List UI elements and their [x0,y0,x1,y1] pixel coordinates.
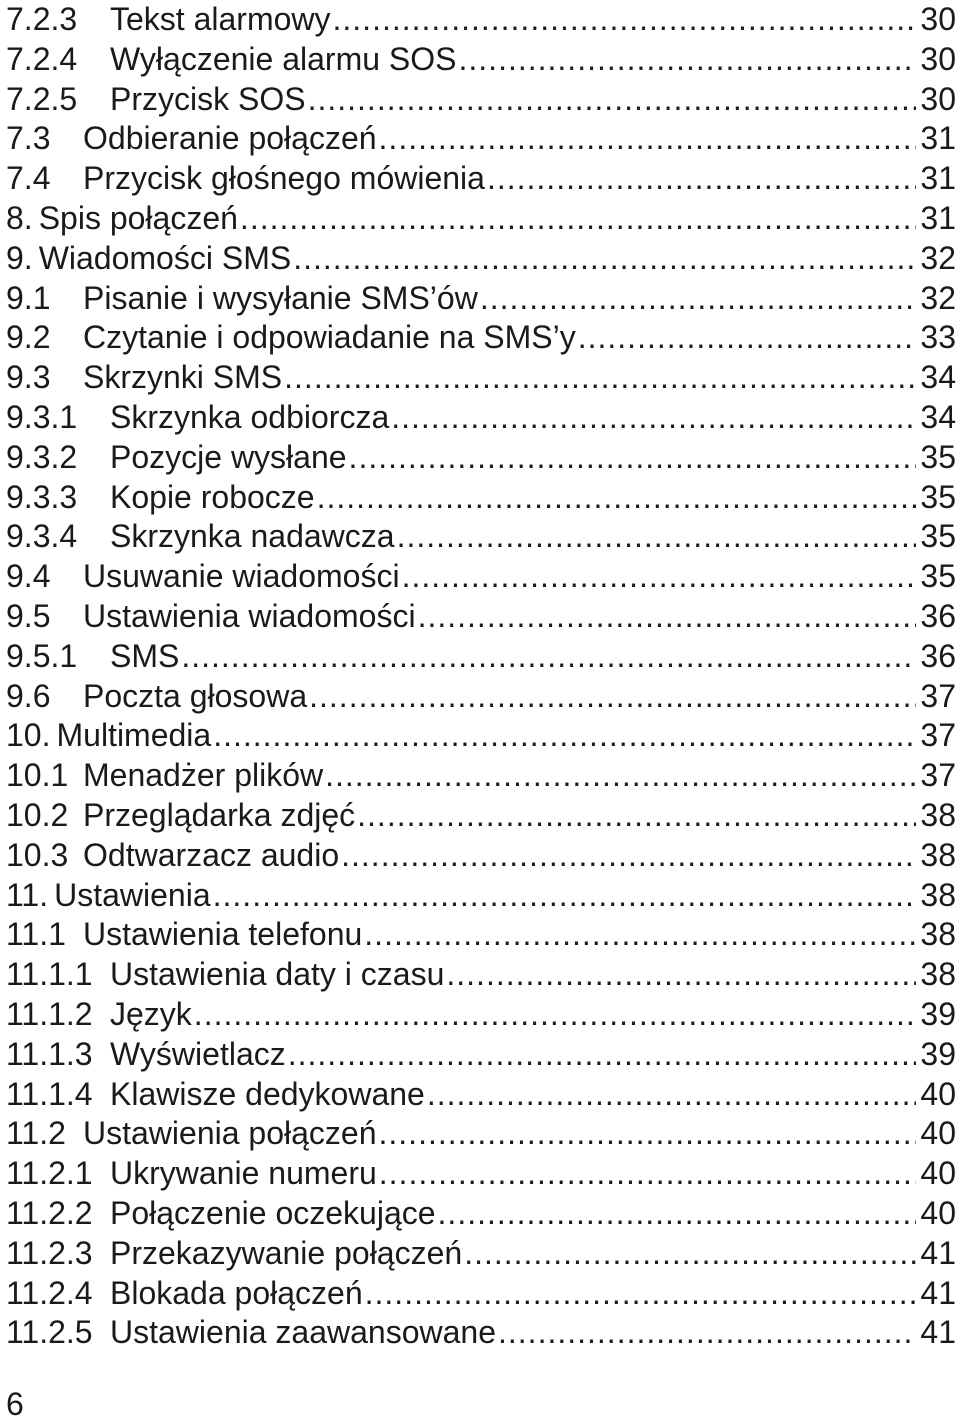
toc-entry-number: 10. [6,717,51,754]
toc-entry-title: Poczta głosowa [83,677,308,714]
toc-entry[interactable] [6,80,956,120]
toc-entry-page: 35 [920,438,956,475]
toc-entry[interactable] [6,995,956,1035]
toc-entry-number: 9.3.1 [6,398,78,435]
toc-entry-page: 30 [920,40,956,77]
toc-dot-leader [325,756,916,796]
toc-entry-page: 40 [920,1115,956,1152]
toc-entry-title: Skrzynki SMS [83,359,283,396]
toc-entry[interactable] [6,159,956,199]
toc-entry[interactable] [6,597,956,637]
toc-dot-leader [364,915,916,955]
toc-entry-title: Blokada połączeń [110,1274,363,1311]
toc-entry-page: 35 [920,478,956,515]
toc-entry-page: 33 [920,319,956,356]
toc-entry-page: 31 [920,199,956,236]
toc-entry-number: 9.2 [6,319,51,356]
toc-dot-leader [240,199,916,239]
toc-entry-page: 30 [920,80,956,117]
toc-entry-number: 7.2.3 [6,1,78,37]
toc-entry-page: 38 [920,916,956,953]
toc-entry-number: 9.6 [6,677,51,714]
toc-entry-number: 7.2.5 [6,80,78,117]
toc-entry-page: 31 [920,160,956,197]
toc-entry-title: Menadżer plików [83,757,324,794]
toc-dot-leader [487,159,916,199]
toc-dot-leader [317,478,917,518]
toc-entry-number: 11.1.2 [6,995,93,1032]
toc-entry-title: Ustawienia zaawansowane [110,1314,496,1351]
toc-entry-title: Multimedia [56,717,212,754]
toc-entry[interactable] [6,1234,956,1274]
toc-entry-page: 36 [920,637,956,674]
toc-entry-number: 9.3.4 [6,518,78,555]
toc-entry-title: Odtwarzacz audio [83,836,340,873]
toc-entry-title: Połączenie oczekujące [110,1194,436,1231]
toc-entry[interactable] [6,876,956,916]
toc-dot-leader [379,1154,917,1194]
toc-entry[interactable] [6,637,956,677]
toc-entry-page: 30 [920,1,956,37]
toc-entry-number: 10.3 [6,836,69,873]
toc-entry-number: 9.3.3 [6,478,78,515]
toc-entry-title: Przycisk głośnego mówienia [83,160,485,197]
toc-entry[interactable] [6,1075,956,1115]
toc-dot-leader [379,119,917,159]
toc-entry-number: 9. [6,239,33,276]
toc-entry-page: 41 [920,1234,956,1271]
toc-entry-title: Odbieranie połączeń [83,120,377,157]
toc-entry-page: 40 [920,1194,956,1231]
toc-dot-leader [288,1035,917,1075]
toc-dot-leader [446,955,916,995]
toc-entry-number: 9.5 [6,597,51,634]
toc-entry[interactable] [6,716,956,756]
toc-entry-page: 34 [920,359,956,396]
toc-entry-page: 38 [920,796,956,833]
toc-entry-title: Ustawienia wiadomości [83,597,416,634]
toc-dot-leader [194,995,917,1035]
toc-dot-leader [438,1194,917,1234]
toc-dot-leader [213,716,916,756]
toc-dot-leader [427,1075,917,1115]
toc-entry-page: 32 [920,239,956,276]
toc-dot-leader [309,677,916,717]
toc-entry-title: Ustawienia połączeń [83,1115,377,1152]
toc-entry[interactable] [6,438,956,478]
toc-entry-title: Wyłączenie alarmu SOS [110,40,457,77]
toc-entry-title: Czytanie i odpowiadanie na SMS’y [83,319,576,356]
toc-entry-number: 7.2.4 [6,40,78,77]
toc-entry-page: 35 [920,558,956,595]
toc-entry-title: Skrzynka odbiorcza [110,398,390,435]
toc-entry[interactable] [6,279,956,319]
toc-entry-number: 11.2.5 [6,1314,93,1351]
toc-entry-page: 32 [920,279,956,316]
toc-entry-page: 37 [920,677,956,714]
toc-entry-page: 37 [920,717,956,754]
toc-entry-title: Przeglądarka zdjęć [83,796,356,833]
toc-entry-title: Tekst alarmowy [110,1,331,37]
toc-entry-number: 8. [6,199,33,236]
toc-entry[interactable] [6,1194,956,1234]
toc-dot-leader [418,597,917,637]
toc-entry-page: 34 [920,398,956,435]
toc-entry[interactable] [6,915,956,955]
toc-entry-title: Pozycje wysłane [110,438,347,475]
toc-entry-number: 11.2.3 [6,1234,93,1271]
toc-entry[interactable] [6,1154,956,1194]
toc-entry-title: Pisanie i wysyłanie SMS’ów [83,279,478,316]
table-of-contents [6,0,956,1353]
toc-dot-leader [357,796,916,836]
toc-entry-page: 40 [920,1155,956,1192]
toc-entry-title: Klawisze dedykowane [110,1075,425,1112]
toc-dot-leader [308,80,917,120]
toc-dot-leader [480,279,917,319]
toc-entry-number: 11.2.4 [6,1274,93,1311]
toc-entry[interactable] [6,318,956,358]
toc-dot-leader [379,1114,917,1154]
toc-entry-number: 11.1.3 [6,1035,93,1072]
page-number: 6 [6,1386,24,1422]
toc-entry-page: 38 [920,876,956,913]
toc-entry-number: 11.1.4 [6,1075,93,1112]
toc-entry[interactable] [6,358,956,398]
toc-entry-title: Kopie robocze [110,478,315,515]
toc-entry-title: Wiadomości SMS [38,239,292,276]
toc-entry-title: Język [110,995,192,1032]
toc-entry-page: 36 [920,597,956,634]
toc-entry-number: 7.3 [6,120,51,157]
toc-entry[interactable] [6,119,956,159]
toc-entry-number: 11.1.1 [6,956,93,993]
toc-entry-number: 11.2.1 [6,1155,93,1192]
toc-entry-title: Ustawienia [54,876,211,913]
toc-entry[interactable] [6,756,956,796]
toc-entry-number: 9.5.1 [6,637,78,674]
toc-entry-title: Przycisk SOS [110,80,306,117]
toc-entry-title: Ustawienia telefonu [83,916,363,953]
toc-entry-number: 11. [6,876,49,913]
toc-entry[interactable] [6,836,956,876]
toc-dot-leader [341,836,916,876]
toc-dot-leader [459,40,917,80]
toc-entry-title: Wyświetlacz [110,1035,286,1072]
toc-entry[interactable] [6,0,956,40]
toc-dot-leader [464,1234,916,1274]
toc-entry-page: 35 [920,518,956,555]
toc-entry-title: Ukrywanie numeru [110,1155,377,1192]
toc-entry[interactable] [6,239,956,279]
toc-entry-page: 39 [920,1035,956,1072]
toc-entry[interactable] [6,1114,956,1154]
toc-dot-leader [578,318,917,358]
toc-entry[interactable] [6,955,956,995]
toc-entry-number: 9.3.2 [6,438,78,475]
toc-entry[interactable] [6,199,956,239]
toc-entry-number: 9.3 [6,359,51,396]
toc-entry-title: SMS [110,637,180,674]
toc-entry-title: Skrzynka nadawcza [110,518,395,555]
toc-entry[interactable] [6,557,956,597]
toc-entry-page: 40 [920,1075,956,1112]
toc-dot-leader [293,239,916,279]
toc-entry-title: Przekazywanie połączeń [110,1234,463,1271]
toc-entry-number: 11.2 [6,1115,66,1152]
toc-entry-number: 9.1 [6,279,51,316]
toc-dot-leader [402,557,917,597]
toc-entry-title: Spis połączeń [38,199,238,236]
toc-dot-leader [333,0,917,40]
toc-dot-leader [397,517,917,557]
toc-entry-page: 31 [920,120,956,157]
toc-dot-leader [365,1274,917,1314]
toc-entry-page: 38 [920,836,956,873]
toc-dot-leader [498,1313,916,1353]
toc-entry-page: 38 [920,956,956,993]
toc-entry-title: Ustawienia daty i czasu [110,956,445,993]
toc-entry[interactable] [6,796,956,836]
toc-entry-page: 41 [920,1314,956,1351]
toc-entry[interactable] [6,1035,956,1075]
toc-dot-leader [349,438,917,478]
toc-entry[interactable] [6,517,956,557]
toc-dot-leader [213,876,917,916]
toc-entry-number: 10.1 [6,757,69,794]
toc-entry[interactable] [6,1313,956,1353]
toc-entry-number: 9.4 [6,558,51,595]
toc-entry-number: 10.2 [6,796,69,833]
toc-entry[interactable] [6,40,956,80]
toc-entry-page: 39 [920,995,956,1032]
toc-entry[interactable] [6,1274,956,1314]
toc-entry-number: 7.4 [6,160,51,197]
toc-entry-page: 37 [920,757,956,794]
toc-dot-leader [284,358,916,398]
toc-entry[interactable] [6,478,956,518]
toc-entry[interactable] [6,398,956,438]
toc-entry[interactable] [6,677,956,717]
toc-dot-leader [391,398,916,438]
toc-entry-number: 11.1 [6,916,66,953]
toc-entry-title: Usuwanie wiadomości [83,558,400,595]
toc-dot-leader [181,637,916,677]
toc-entry-page: 41 [920,1274,956,1311]
toc-entry-number: 11.2.2 [6,1194,93,1231]
